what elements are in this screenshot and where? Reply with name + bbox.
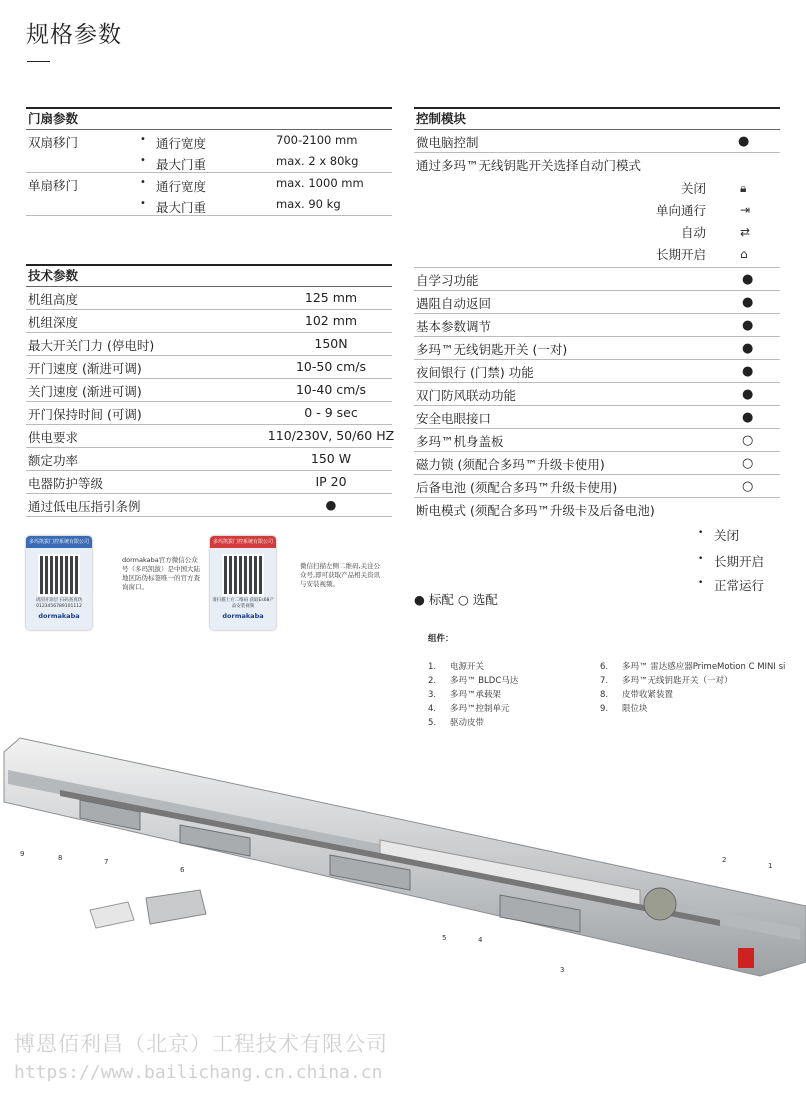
component-item: 7. 多玛™无线钥匙开关（一对） [600,676,733,686]
row-mark: ● [742,410,754,425]
accessories [90,890,206,928]
row-value: 110/230V, 50/60 HZ [267,428,395,443]
qr-code [38,554,80,596]
qr-desc: 微信扫描左侧二维码,关注公众号,即可获取产品相关资讯与安装视频。 [300,562,381,588]
feature-value: max. 90 kg [276,197,341,211]
motor [644,888,676,920]
table-row [414,130,780,153]
row-label: 多玛™无线钥匙开关 (一对) [416,342,568,357]
table-row [414,268,780,291]
row-mark: ○ [742,433,754,448]
callout-number: 3 [560,966,565,974]
power-off-block [414,498,780,593]
row-label: 开门速度 (渐进可调) [28,361,142,376]
legend: ● 标配 ○ 选配 [414,592,498,607]
callout-number: 5 [442,934,447,942]
qr-card-video [210,536,276,630]
callout-number: 6 [180,866,185,874]
component-item: 4. 多玛™控制单元 [428,704,510,714]
row-label: 后备电池 (须配合多玛™升级卡使用) [416,480,618,495]
table-row [26,356,392,379]
row-label: 机组深度 [28,315,79,330]
mode-label: 关闭 [680,181,706,196]
qr-desc: dormakaba官方微信公众号（多玛凯拔）是中国大陆地区防伪标签唯一的官方查询窗口。 [122,556,200,591]
component-item: 8. 皮带收紧装置 [600,690,674,700]
row-label: 供电要求 [28,430,79,445]
row-mark: ● [742,341,754,356]
row-mark: ● [738,134,750,149]
bullet: • [140,198,146,209]
door-operator-illustration [0,730,806,1000]
row-label: 安全电眼接口 [416,411,492,426]
table-row [414,314,780,337]
one-way-icon: ⇥ [740,203,751,217]
power-off-item: 关闭 [714,528,740,543]
tech-table-header: 技术参数 [26,264,392,287]
feature-value: 700-2100 mm [276,133,358,147]
table-row [414,360,780,383]
row-value: 150 W [310,451,352,466]
row-label: 额定功率 [28,453,79,468]
table-row [26,287,392,310]
power-switch [738,948,754,968]
qr-card-text: 请扫描上方二维码 获取Es68产品安装视频 [212,598,274,609]
component-item: 5. 驱动皮带 [428,718,485,728]
component-item: 1. 电源开关 [428,662,485,672]
table-row [26,402,392,425]
component-item: 6. 多玛™ 雷达感应器PrimeMotion C MINI si [600,662,786,672]
table-row [414,291,780,314]
row-label: 关门速度 (渐进可调) [28,384,142,399]
auto-icon: ⇄ [740,225,751,239]
page-title: 规格参数 [26,22,122,48]
table-row [26,425,395,448]
callout-number: 8 [58,854,63,862]
tech-table [26,264,395,517]
watermark-company: 博恩佰利昌（北京）工程技术有限公司 [14,1032,388,1056]
table-row [414,406,780,429]
door-table-header: 门扇参数 [26,107,392,130]
mode-block [414,153,780,268]
row-mark: ● [742,318,754,333]
callout-number: 4 [478,936,483,944]
row-label: 多玛™机身盖板 [416,434,504,449]
feature-value: max. 2 x 80kg [276,154,359,168]
table-row [414,429,780,452]
bullet: • [698,578,704,588]
table-row [26,130,392,173]
row-label: 基本参数调节 [416,319,492,334]
table-row [26,448,392,471]
open-icon: ⌂ [740,247,748,261]
feature-label: 最大门重 [156,200,207,215]
callout-number: 2 [722,856,727,864]
row-label: 通过低电压指引条例 [28,499,141,514]
bullet: • [140,134,146,145]
components-title: 组件： [428,634,454,644]
row-label: 机组高度 [28,292,79,307]
component-item: 9. 限位块 [600,704,648,714]
qr-code [222,554,264,596]
watermark-url: https://www.bailichang.cn.china.cn [14,1062,383,1083]
row-value: 125 mm [304,290,358,305]
row-label: 磁力锁 (须配合多玛™升级卡使用) [416,457,605,472]
feature-value: max. 1000 mm [276,176,364,190]
table-row [26,173,392,216]
row-value: 10-40 cm/s [295,382,367,397]
power-off-item: 正常运行 [714,578,765,593]
mode-select-label: 通过多玛™无线钥匙开关选择自动门模式 [416,158,642,173]
row-label: 双扇移门 [28,135,79,150]
table-row [26,310,392,333]
table-row [414,383,780,406]
table-row [26,333,392,356]
table-row [414,475,780,498]
bullet: • [140,177,146,188]
callout-number: 9 [20,850,25,858]
qr-card-header: 多玛凯拔门控系统有限公司 [210,536,276,548]
row-label: 自学习功能 [416,273,479,288]
bullet: • [698,528,704,538]
callout-number: 1 [768,862,773,870]
row-label: 电器防护等级 [28,476,104,491]
row-mark: ● [742,272,754,287]
power-off-label: 断电模式 (须配合多玛™升级卡及后备电池) [416,503,655,518]
bullet: • [140,155,146,166]
component-item: 3. 多玛™承载架 [428,690,502,700]
row-value: 0 - 9 sec [304,405,358,420]
table-row [414,452,780,475]
callout-number: 7 [104,858,109,866]
row-value: 10-50 cm/s [295,359,367,374]
table-row [26,379,392,402]
component-item: 2. 多玛™ BLDC马达 [428,676,519,686]
control-table-header: 控制模块 [414,107,780,130]
row-value: 150N [314,336,348,351]
qr-card-header: 多玛凯拔门控系统有限公司 [26,536,92,548]
control-table [414,107,780,593]
power-off-item: 长期开启 [714,554,765,569]
row-label: 双门防风联动功能 [416,388,517,403]
row-mark: ○ [742,456,754,471]
table-row [414,337,780,360]
row-mark: ● [742,295,754,310]
row-mark: ○ [742,479,754,494]
feature-label: 通行宽度 [156,179,207,194]
table-row [26,494,392,517]
qr-card-code: 0123456789101112 [36,604,82,609]
title-underline [27,61,50,62]
row-label: 夜间银行 (门禁) 功能 [416,365,534,380]
row-label: 最大开关门力 (停电时) [28,338,155,353]
row-mark: ● [742,364,754,379]
row-label: 开门保持时间 (可调) [28,407,142,422]
feature-label: 最大门重 [156,157,207,172]
dormakaba-logo: dormakaba [38,612,80,620]
mode-label: 自动 [680,225,706,240]
mode-label: 长期开启 [655,247,706,262]
row-label: 微电脑控制 [416,135,479,150]
table-row [26,471,392,494]
qr-card-text: 请刮开涂层 扫码查真伪 [35,598,83,603]
qr-card-antifake [26,536,92,630]
feature-label: 通行宽度 [156,136,207,151]
row-value: 102 mm [304,313,358,328]
row-label: 单扇移门 [28,178,79,193]
door-table [26,107,392,216]
dormakaba-logo: dormakaba [222,612,264,620]
bullet: • [698,554,704,564]
row-label: 遇阻自动返回 [416,296,492,311]
lock-icon: 🔒︎ [740,181,747,195]
row-value: IP 20 [315,474,347,489]
row-mark: ● [325,497,337,512]
mode-label: 单向通行 [655,203,706,218]
row-mark: ● [742,387,754,402]
